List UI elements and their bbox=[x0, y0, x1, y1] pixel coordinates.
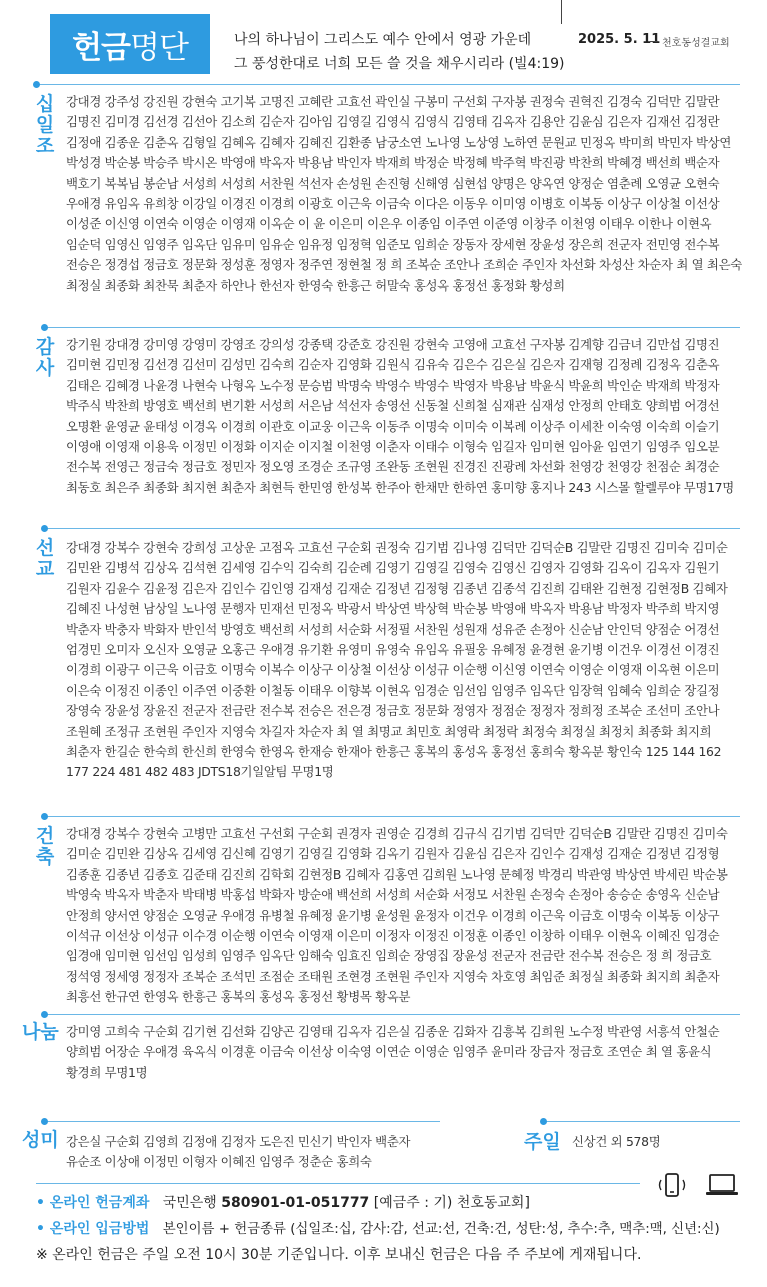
holy-rice-line-2: 유순조 이상애 이정민 이형자 이혜진 임영주 정춘순 홍희숙 bbox=[66, 1154, 372, 1170]
divider-building bbox=[44, 816, 740, 817]
divider-holy-rice bbox=[44, 1121, 440, 1122]
bulletin-date: 2025. 5. 11 bbox=[578, 32, 661, 47]
method-label: • 온라인 입금방법 bbox=[36, 1221, 150, 1237]
divider-top bbox=[36, 84, 740, 85]
section-label-building: 건축 bbox=[35, 825, 55, 868]
phone-icon bbox=[654, 1172, 690, 1198]
bank-name: 국민은행 bbox=[162, 1195, 217, 1211]
section-label-mission: 선교 bbox=[35, 537, 55, 580]
page-title bbox=[50, 14, 210, 74]
laptop-icon bbox=[704, 1172, 740, 1198]
account-holder: [예금주 : 기) 천호동교회] bbox=[373, 1195, 530, 1211]
account-number[interactable]: 580901-01-051777 bbox=[221, 1195, 370, 1211]
divider-mission bbox=[44, 528, 740, 529]
divider-thanks bbox=[44, 327, 740, 328]
divider-sharing bbox=[44, 1014, 740, 1015]
verse-line-1: 나의 하나님이 그리스도 예수 안에서 영광 가운데 bbox=[234, 32, 532, 48]
names-weekly: 신상건 외 578명 bbox=[572, 1134, 661, 1149]
method-text: 본인이름 + 헌금종류 (십일조:십, 감사:감, 선교:선, 건축:건, 성탄:성, 추수:추, 맥추:맥, 신년:신) bbox=[162, 1222, 720, 1237]
title-light: 명단 bbox=[130, 29, 188, 66]
section-label-holy-rice: 성미 bbox=[22, 1129, 59, 1151]
divider-footer bbox=[36, 1183, 640, 1184]
names-building: 강대경 강복수 강현숙 고병만 고효선 구선회 구순회 권경자 권영순 김경희 김규식 김기범 김덕만 김덕순B 김말란 김명진 김미숙 김미순 김민완 김상옥 김세영 김신혜 김영기 김영길 김영화 김옥기 김원자 김윤심 김은자 김인수 김재성 김재순 김정년 김정형 김종훈 김종년 김종호 김준태 김진희 김학회 김현정B 김혜자 김홍연 김희원 노나영 문혜정 박경리 박관영 박상연 박세린 박순봉 박영숙 박옥자 박춘자 박태병 박홍섭 박화자 방순애 백선희 서성희 서순화 서정모 서찬원 손정숙 손정아 송승순 송영옥 신순남 안정희 양서연 양점순 오영균 우애경 유병철 유혜정 윤기병 윤성원 윤정자 이건우 이경희 이근욱 이금호 이명숙 이복동 이상구 이석규 이선상 이성규 이수경 이순행 이연숙 이영재 이은미 이정자 이정진 이정훈 이종인 이창하 이태우 이현옥 이혜진 임경순 임경애 임미현 임선임 임성희 임영주 임옥단 임해숙 임효진 임희순 장영집 장윤성 전군자 전금란 전수복 전승은 정 희 정금호 정석영 정세영 정정자 조복순 조석민 조점순 조태원 조현경 조현원 주인자 지영숙 차호영 최임준 최정실 최종화 최지희 최춘자 최흥선 한규연 한영옥 한흥근 홍복의 홍성옥 홍정선 황병목 황옥분 bbox=[66, 826, 728, 1005]
names-holy-rice bbox=[66, 1132, 506, 1173]
divider-weekly bbox=[543, 1121, 740, 1122]
names-thanks: 강기원 강대경 강미영 강영미 강영조 강의성 강종택 강준호 강진원 강현숙 고영애 고효선 구자봉 김계향 김금녀 김만섭 김명진 김미현 김민정 김선경 김선미 김성민 김숙희 김순자 김영화 김원식 김유숙 김은수 김은실 김은자 김재형 김정례 김정옥 김춘옥 김태은 김혜경 나윤경 나현숙 나형옥 노수정 문승범 박명숙 박영수 박영수 박영자 박용남 박윤식 박윤희 박인순 박재희 박정자 박주식 박찬희 방영호 백선희 변기환 서성희 서은남 석선자 송영선 신동철 신희철 심재관 심재성 안정희 안태호 양희범 어경선 오명환 윤영균 윤태성 이경옥 이경희 이관호 이교웅 이근욱 이동주 이명숙 이미숙 이복례 이상주 이세찬 이숙영 이숙희 이슬기 이영애 이영재 이용욱 이정민 이정화 이지순 이지철 이천영 이춘자 이태수 이형숙 임길자 임미현 임아윤 임연기 임영주 임오분 전수복 전영근 정금숙 정금호 정민자 정오영 조경순 조규영 조완동 조현원 진경진 진광례 차선화 천영강 천영강 천점순 최경순 최동호 최은주 최종화 최지현 최춘자 최현득 한민영 한성복 한주아 한채만 한하연 홍미향 홍지나 243 시스몰 할렐루야 무명17명 bbox=[66, 337, 734, 495]
account-label: • 온라인 헌금계좌 bbox=[36, 1195, 150, 1211]
section-label-sharing: 나눔 bbox=[22, 1021, 59, 1043]
names-sharing: 강미영 고희숙 구순회 김기현 김선화 김양곤 김영태 김옥자 김은실 김종운 김화자 김흥복 김희원 노수정 박관영 서흥석 안철순 양희범 어장순 우애경 육옥식 이경훈 이금숙 이선상 이숙영 이연순 이영순 임영주 윤미라 장금자 정금호 조연순 최 열 홍윤식 황경희 무명1명 bbox=[66, 1024, 720, 1080]
holy-rice-line-1: 강은실 구순회 김영희 김정애 김정자 도은진 민신기 박인자 백춘자 bbox=[66, 1134, 411, 1149]
title-bold: 헌금 bbox=[72, 29, 130, 66]
section-label-weekly: 주일 bbox=[524, 1131, 561, 1153]
verse-line-2: 그 풍성한대로 너희 모든 쓸 것을 채우시리라 (빌4:19) bbox=[234, 56, 565, 72]
names-mission: 강대경 강복수 강현숙 강희성 고상운 고점옥 고효선 구순회 권정숙 김기범 김나영 김덕만 김덕순B 김말란 김명진 김미숙 김미순 김민완 김병석 김상옥 김석현 김세영 김수익 김숙희 김순례 김영기 김영길 김영숙 김영신 김영자 김영화 김옥이 김옥자 김원기 김원자 김윤수 김윤정 김은자 김인수 김인영 김재성 김재순 김정년 김정형 김종년 김종석 김진희 김태완 김현정 김현정B 김혜자 김혜진 나성현 남상일 노나영 문행자 민재선 민정옥 박광서 박상연 박상혁 박순봉 박영애 박옥자 박용남 박정자 박주희 박지영 박춘자 박충자 박화자 반인석 방영호 백선희 서성희 서순화 서정필 서찬원 성원재 성유준 손정아 신순남 안인덕 양점순 어경선 엄경민 오미자 오신자 오영균 오홍근 우애경 유기환 유영미 유영숙 유임옥 유필웅 유혜정 윤경현 윤기병 이건우 이경선 이경진 이경희 이광구 이근욱 이금호 이명숙 이복수 이상구 이상철 이선상 이성규 이순행 이신영 이연숙 이영순 이영재 이옥현 이은미 이은숙 이정진 이종인 이주연 이중환 이철동 이태우 이향복 이현옥 임경순 임선임 임영주 임옥단 임장혁 임혜숙 임희순 장길정 장영숙 장윤성 장윤진 전군자 전금란 전수복 전승은 전은경 정금호 정문화 정영자 정점순 정정자 정희정 조복순 조선미 조안나 조원혜 조정규 조현원 주인자 지영숙 차길자 차순자 최 열 최명교 최민호 최영락 최정락 최정숙 최정실 최정치 최종화 최지희 최춘자 한길순 한숙희 한신희 한영숙 한영옥 한재승 한재아 한흥근 홍복의 홍성옥 홍정선 홍희숙 황옥분 황인숙 125 144 162 177 224 481 482 483 JDTS18기일알팀 무명1명 bbox=[66, 540, 728, 780]
church-name: 천호동성결교회 bbox=[650, 34, 730, 49]
online-notice: ※ 온라인 헌금은 주일 오전 10시 30분 기준입니다. 이후 보내신 헌금은 다음 주 주보에 게재됩니다. bbox=[36, 1247, 642, 1263]
bible-verse bbox=[234, 28, 564, 76]
names-tithe: 강대경 강주성 강진원 강현숙 고기복 고명진 고혜란 고효선 곽인실 구봉미 구선회 구자봉 권정숙 권혁진 김경숙 김덕만 김말란 김명진 김미경 김선경 김선아 김소희 김순자 김아임 김영길 김영식 김영식 김영태 김옥자 김용안 김윤심 김은자 김재선 김정란 김정애 김종운 김춘옥 김형일 김혜옥 김혜자 김혜진 김환종 남궁소연 노나영 노상영 노하연 문원교 민정옥 박미희 박민자 박상연 박성경 박순봉 박승주 박시온 박영애 박옥자 박용남 박인자 박재희 박정순 박정혜 박주혁 박진광 박찬희 박혜경 백선희 백순자 백호기 복복님 봉순남 서성희 서성희 서찬원 석선자 손성원 손진형 신해영 심현섭 양명은 양옥연 양정순 염춘례 오영균 오현숙 우애경 유임옥 유희창 이강일 이경진 이경희 이광호 이근욱 이금숙 이다은 이동우 이미영 이병호 이복동 이상구 이상철 이선상 이성준 이신영 이연숙 이영순 이영재 이옥순 이 윤 이은미 이은우 이종임 이주연 이준영 이창주 이천영 이태우 이한나 이현옥 임순덕 임영신 임영주 임옥단 임유미 임유순 임유정 임정혁 임준모 임희순 장동자 장세현 장윤성 장은희 전군자 전민영 전수복 전승은 정경섭 정금호 정문화 정성훈 정영자 정주연 정현철 정 희 조복순 조안나 조희순 주인자 차선화 차성산 차순자 최 열 최은숙 최정실 최종화 최찬묵 최춘자 하안나 한선자 한영숙 한흥근 허말숙 홍성옥 홍정선 홍정화 황성희 bbox=[66, 94, 742, 293]
header-divider bbox=[561, 0, 562, 24]
method-row bbox=[36, 1218, 720, 1238]
account-row bbox=[36, 1192, 530, 1212]
section-label-thanks: 감사 bbox=[35, 336, 55, 379]
section-label-tithe: 십일조 bbox=[35, 93, 55, 157]
